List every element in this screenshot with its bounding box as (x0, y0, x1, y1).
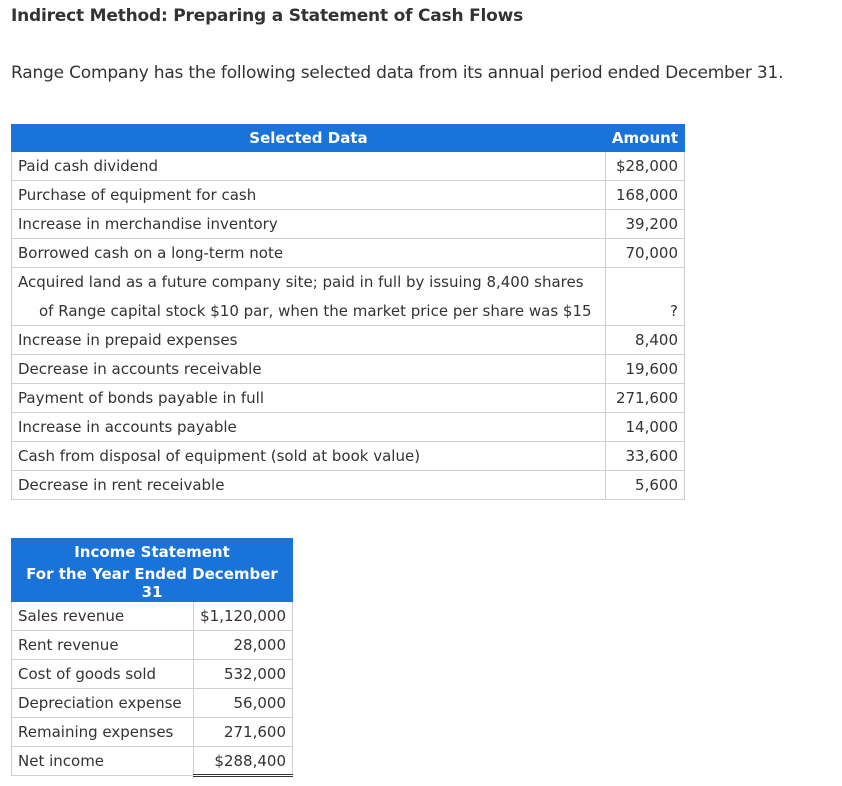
income-value: 28,000 (194, 631, 293, 660)
income-label: Net income (12, 747, 194, 776)
row-amount: 33,600 (605, 442, 684, 471)
income-statement-table (11, 538, 293, 777)
table-row (12, 689, 293, 718)
income-value: 532,000 (194, 660, 293, 689)
row-amount: 5,600 (605, 471, 684, 500)
row-desc: Cash from disposal of equipment (sold at book value) (12, 442, 606, 471)
row-amount (605, 268, 684, 297)
table-row (12, 239, 685, 268)
row-desc: Borrowed cash on a long-term note (12, 239, 606, 268)
selected-data-header (12, 125, 685, 152)
row-desc: Acquired land as a future company site; paid in full by issuing 8,400 shares (12, 268, 606, 297)
row-desc: Increase in merchandise inventory (12, 210, 606, 239)
income-label: Sales revenue (12, 602, 194, 631)
intro-text: Range Company has the following selected data from its annual period ended December 31. (11, 63, 784, 83)
row-amount: 39,200 (605, 210, 684, 239)
table-row (12, 326, 685, 355)
row-desc: Purchase of equipment for cash (12, 181, 606, 210)
income-label: Depreciation expense (12, 689, 194, 718)
row-desc: Payment of bonds payable in full (12, 384, 606, 413)
row-amount: ? (605, 297, 684, 326)
table-row (12, 471, 685, 500)
row-desc: Increase in accounts payable (12, 413, 606, 442)
table-row (12, 297, 685, 326)
income-label: Cost of goods sold (12, 660, 194, 689)
row-amount: $28,000 (605, 152, 684, 181)
row-desc: Decrease in rent receivable (12, 471, 606, 500)
income-statement-period: For the Year Ended December 31 (12, 565, 293, 602)
income-statement-subheader (12, 565, 293, 602)
table-row (12, 718, 293, 747)
row-desc: Decrease in accounts receivable (12, 355, 606, 384)
table-row (12, 660, 293, 689)
row-amount: 70,000 (605, 239, 684, 268)
table-row (12, 413, 685, 442)
row-desc: Increase in prepaid expenses (12, 326, 606, 355)
row-amount: 8,400 (605, 326, 684, 355)
table-row (12, 210, 685, 239)
table-row (12, 631, 293, 660)
row-desc: Paid cash dividend (12, 152, 606, 181)
income-statement-header (12, 539, 293, 565)
net-income-value: $288,400 (194, 747, 293, 776)
income-label: Remaining expenses (12, 718, 194, 747)
table-row (12, 442, 685, 471)
income-value: 271,600 (194, 718, 293, 747)
selected-data-table (11, 124, 685, 500)
header-selected-data: Selected Data (12, 125, 606, 152)
income-value: $1,120,000 (194, 602, 293, 631)
row-amount: 14,000 (605, 413, 684, 442)
row-amount: 168,000 (605, 181, 684, 210)
row-amount: 271,600 (605, 384, 684, 413)
income-label: Rent revenue (12, 631, 194, 660)
table-row (12, 384, 685, 413)
page-title: Indirect Method: Preparing a Statement of Cash Flows (11, 6, 524, 26)
income-statement-title: Income Statement (12, 539, 293, 565)
table-row (12, 355, 685, 384)
table-row (12, 602, 293, 631)
table-row (12, 181, 685, 210)
table-row (12, 747, 293, 776)
header-amount: Amount (605, 125, 684, 152)
table-row (12, 152, 685, 181)
row-desc: of Range capital stock $10 par, when the market price per share was $15 (12, 297, 606, 326)
row-amount: 19,600 (605, 355, 684, 384)
income-value: 56,000 (194, 689, 293, 718)
table-row (12, 268, 685, 297)
